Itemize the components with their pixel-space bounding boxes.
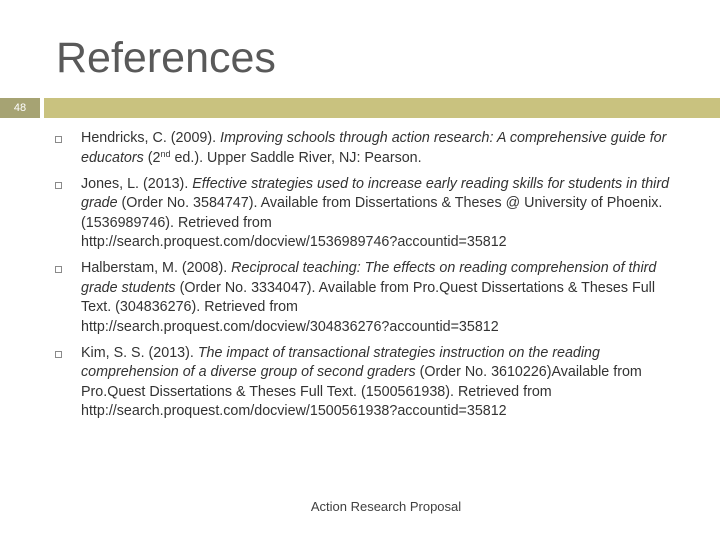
- reference-url: http://search.proquest.com/docview/1500561938?accountid=35812: [81, 403, 507, 419]
- reference-details: (Order No. 3584747). Available from Dissertations & Theses @ University of Phoenix. (1536989746). Retrieved from: [81, 195, 663, 231]
- reference-edition: (2: [143, 149, 161, 166]
- reference-item: [54, 175, 684, 253]
- edition-superscript: nd: [160, 148, 171, 159]
- reference-author-year: Kim, S. S. (2013).: [81, 344, 198, 361]
- reference-list: [54, 129, 684, 422]
- reference-url: http://search.proquest.com/docview/304836276?accountid=35812: [81, 318, 499, 335]
- slide-footer: Action Research Proposal: [310, 499, 462, 514]
- reference-item: [54, 129, 684, 168]
- reference-details: (Order No. 3610226)Available from Pro.Quest Dissertations & Theses Full Text. (1500561938). Retrieved from: [81, 364, 642, 400]
- slide-title: References: [56, 34, 276, 82]
- square-bullet-icon: [55, 136, 62, 143]
- reference-item: [54, 344, 684, 422]
- reference-author-year: Hendricks, C. (2009).: [81, 130, 221, 146]
- title-divider-bar: [44, 98, 720, 118]
- reference-title: The impact of transactional strategies instruction on the reading comprehension of a diverse group of second graders: [81, 344, 600, 380]
- reference-title: Effective strategies used to increase early reading skills for students in third grade: [81, 175, 670, 211]
- square-bullet-icon: [55, 182, 62, 189]
- reference-author-year: Halberstam, M. (2008).: [81, 260, 232, 276]
- slide-number: 48: [0, 98, 40, 118]
- reference-publisher: ed.). Upper Saddle River, NJ: Pearson.: [170, 149, 422, 166]
- reference-details: (Order No. 3334047). Available from Pro.Quest Dissertations & Theses Full Text. (304836276). Retrieved from: [81, 279, 656, 315]
- reference-url: http://search.proquest.com/docview/1536989746?accountid=35812: [81, 234, 507, 250]
- reference-title: Reciprocal teaching: The effects on reading comprehension of third grade students: [81, 260, 657, 296]
- reference-author-year: Jones, L. (2013).: [81, 175, 193, 192]
- square-bullet-icon: [55, 351, 62, 358]
- reference-item: [54, 259, 684, 337]
- square-bullet-icon: [55, 266, 62, 273]
- reference-title: Improving schools through action research: A comprehensive guide for educators: [81, 130, 667, 166]
